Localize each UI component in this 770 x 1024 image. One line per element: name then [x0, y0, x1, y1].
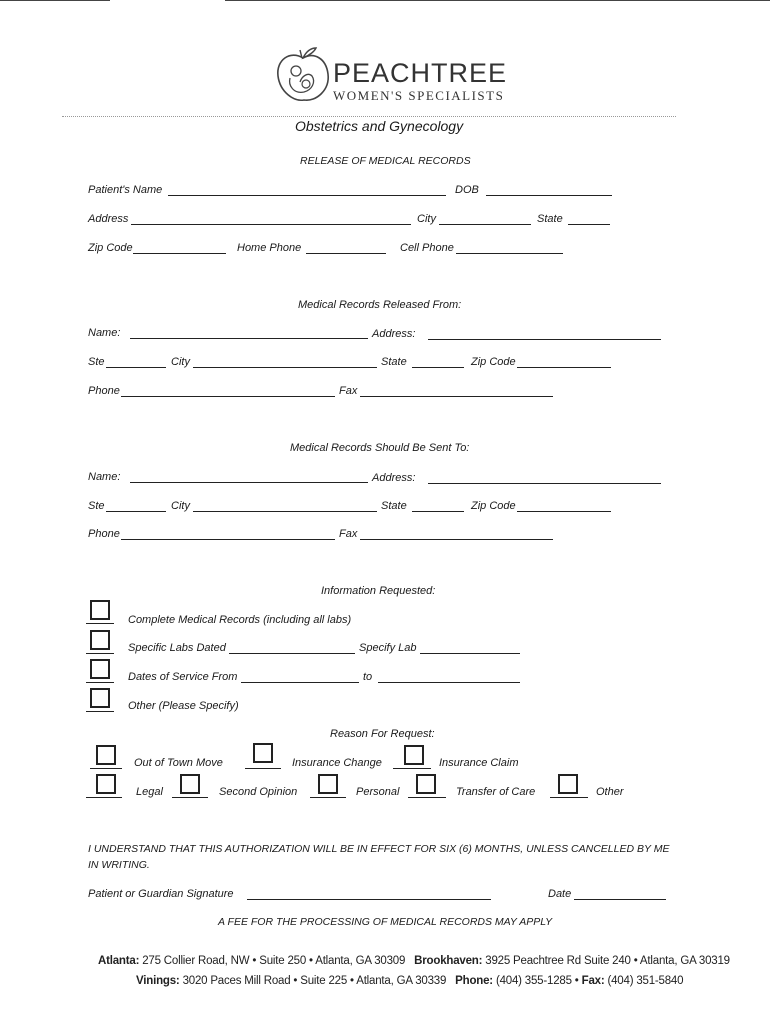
atlanta-address: 275 Collier Road, NW • Suite 250 • Atlanta, GA 30309 — [142, 955, 406, 967]
insurance-claim-label: Insurance Claim — [439, 757, 519, 769]
checkbox-underline — [172, 797, 208, 798]
rf-address-field[interactable] — [428, 339, 661, 340]
out-of-town-label: Out of Town Move — [134, 757, 223, 769]
checkbox-underline — [90, 768, 122, 769]
specify-lab-label: Specify Lab — [359, 642, 417, 654]
vinings-address: 3020 Paces Mill Road • Suite 225 • Atlanta, GA 30339 — [182, 975, 447, 987]
other-reason-label: Other — [596, 786, 624, 798]
insurance-change-label: Insurance Change — [292, 757, 382, 769]
logo-subtitle: WOMEN'S SPECIALISTS — [333, 88, 505, 103]
service-to-field[interactable] — [378, 682, 520, 683]
rf-ste-field[interactable] — [106, 367, 166, 368]
st-city-field[interactable] — [193, 511, 377, 512]
header-rule — [62, 116, 676, 117]
peach-mother-child-icon — [272, 44, 334, 106]
checkbox-underline — [86, 711, 114, 712]
rf-state-label: State — [381, 356, 407, 368]
zip-field[interactable] — [133, 253, 226, 254]
dob-field[interactable] — [486, 195, 612, 196]
home-phone-field[interactable] — [306, 253, 386, 254]
checkbox-underline — [408, 797, 446, 798]
st-address-field[interactable] — [428, 483, 661, 484]
st-name-field[interactable] — [130, 482, 368, 483]
checkbox-underline — [245, 768, 281, 769]
address-label: Address — [88, 213, 129, 225]
cell-phone-label: Cell Phone — [400, 242, 454, 254]
other-info-label: Other (Please Specify) — [128, 700, 239, 712]
city-label: City — [417, 213, 436, 225]
other-reason-checkbox[interactable] — [558, 774, 578, 794]
rf-city-label: City — [171, 356, 190, 368]
to-label: to — [363, 671, 373, 683]
rf-address-label: Address: — [372, 328, 416, 340]
patient-name-field[interactable] — [168, 195, 446, 196]
home-phone-label: Home Phone — [237, 242, 302, 254]
rf-zip-label: Zip Code — [471, 356, 516, 368]
checkbox-underline — [550, 797, 588, 798]
second-opinion-label: Second Opinion — [219, 786, 298, 798]
st-ste-label: Ste — [88, 500, 105, 512]
footer-line-2: Vinings: 3020 Paces Mill Road • Suite 225 • Atlanta, GA 30339 Phone: (404) 355-1285 • Fax: (404) 351-5840 — [136, 975, 684, 987]
st-state-field[interactable] — [412, 511, 464, 512]
authorization-text-2: IN WRITING. — [88, 859, 150, 871]
st-phone-label: Phone — [88, 528, 120, 540]
st-ste-field[interactable] — [106, 511, 166, 512]
st-fax-field[interactable] — [360, 539, 553, 540]
specific-labs-checkbox[interactable] — [90, 630, 110, 650]
st-phone-field[interactable] — [121, 539, 335, 540]
dob-label: DOB — [455, 184, 479, 196]
complete-records-label: Complete Medical Records (including all labs) — [128, 614, 352, 626]
out-of-town-checkbox[interactable] — [96, 745, 116, 765]
checkbox-underline — [86, 682, 114, 683]
signature-label: Patient or Guardian Signature — [88, 888, 234, 900]
rf-fax-label: Fax — [339, 385, 358, 397]
rf-ste-label: Ste — [88, 356, 105, 368]
brookhaven-address: 3925 Peachtree Rd Suite 240 • Atlanta, GA 30319 — [485, 955, 730, 967]
transfer-label: Transfer of Care — [456, 786, 536, 798]
st-state-label: State — [381, 500, 407, 512]
insurance-change-checkbox[interactable] — [253, 743, 273, 763]
brookhaven-label: Brookhaven: — [414, 955, 483, 967]
legal-checkbox[interactable] — [96, 774, 116, 794]
vinings-label: Vinings: — [136, 975, 180, 987]
personal-label: Personal — [356, 786, 400, 798]
dates-of-service-label: Dates of Service From — [128, 671, 238, 683]
checkbox-underline — [86, 797, 122, 798]
patient-name-label: Patient's Name — [88, 184, 163, 196]
rf-state-field[interactable] — [412, 367, 464, 368]
rf-city-field[interactable] — [193, 367, 377, 368]
scan-edge-line — [0, 0, 110, 1]
complete-records-checkbox[interactable] — [90, 600, 110, 620]
st-fax-label: Fax — [339, 528, 358, 540]
rf-name-field[interactable] — [130, 338, 368, 339]
zip-label: Zip Code — [88, 242, 133, 254]
reason-heading: Reason For Request: — [330, 728, 435, 740]
cell-phone-field[interactable] — [456, 253, 563, 254]
rf-phone-field[interactable] — [121, 396, 335, 397]
rf-name-label: Name: — [88, 327, 121, 339]
legal-label: Legal — [136, 786, 163, 798]
st-address-label: Address: — [372, 472, 416, 484]
personal-checkbox[interactable] — [318, 774, 338, 794]
phone-label: Phone: — [455, 975, 493, 987]
rf-fax-field[interactable] — [360, 396, 553, 397]
rf-zip-field[interactable] — [517, 367, 611, 368]
date-field[interactable] — [574, 899, 666, 900]
other-info-checkbox[interactable] — [90, 688, 110, 708]
fee-notice: A FEE FOR THE PROCESSING OF MEDICAL RECORDS MAY APPLY — [218, 916, 553, 928]
specific-labs-label: Specific Labs Dated — [128, 642, 226, 654]
specialty-title: Obstetrics and Gynecology — [295, 118, 464, 134]
released-from-heading: Medical Records Released From: — [298, 299, 462, 311]
footer-line-1 — [98, 955, 730, 967]
service-from-field[interactable] — [241, 682, 359, 683]
rf-phone-label: Phone — [88, 385, 120, 397]
logo-name: PEACHTREE — [333, 58, 508, 88]
fax-label: Fax: — [581, 975, 605, 987]
transfer-checkbox[interactable] — [416, 774, 436, 794]
atlanta-label: Atlanta: — [98, 955, 140, 967]
st-name-label: Name: — [88, 471, 121, 483]
fax-number: (404) 351-5840 — [607, 975, 684, 987]
checkbox-underline — [86, 623, 114, 624]
second-opinion-checkbox[interactable] — [180, 774, 200, 794]
insurance-claim-checkbox[interactable] — [404, 745, 424, 765]
state-label: State — [537, 213, 563, 225]
sent-to-heading: Medical Records Should Be Sent To: — [290, 442, 470, 454]
info-requested-heading: Information Requested: — [321, 585, 436, 597]
phone-number: (404) 355-1285 — [495, 975, 572, 987]
checkbox-underline — [86, 653, 114, 654]
labs-dated-field[interactable] — [229, 653, 355, 654]
address-field[interactable] — [131, 224, 411, 225]
authorization-text: I UNDERSTAND THAT THIS AUTHORIZATION WILL BE IN EFFECT FOR SIX (6) MONTHS, UNLESS CANCELLED BY ME — [88, 843, 670, 855]
checkbox-underline — [393, 768, 431, 769]
checkbox-underline — [310, 797, 346, 798]
st-zip-field[interactable] — [517, 511, 611, 512]
st-city-label: City — [171, 500, 190, 512]
st-zip-label: Zip Code — [471, 500, 516, 512]
scan-edge-line — [225, 0, 770, 1]
state-field[interactable] — [568, 224, 610, 225]
specify-lab-field[interactable] — [420, 653, 520, 654]
city-field[interactable] — [439, 224, 531, 225]
form-title: RELEASE OF MEDICAL RECORDS — [300, 155, 471, 167]
signature-field[interactable] — [247, 899, 491, 900]
date-label: Date — [548, 888, 572, 900]
dates-of-service-checkbox[interactable] — [90, 659, 110, 679]
